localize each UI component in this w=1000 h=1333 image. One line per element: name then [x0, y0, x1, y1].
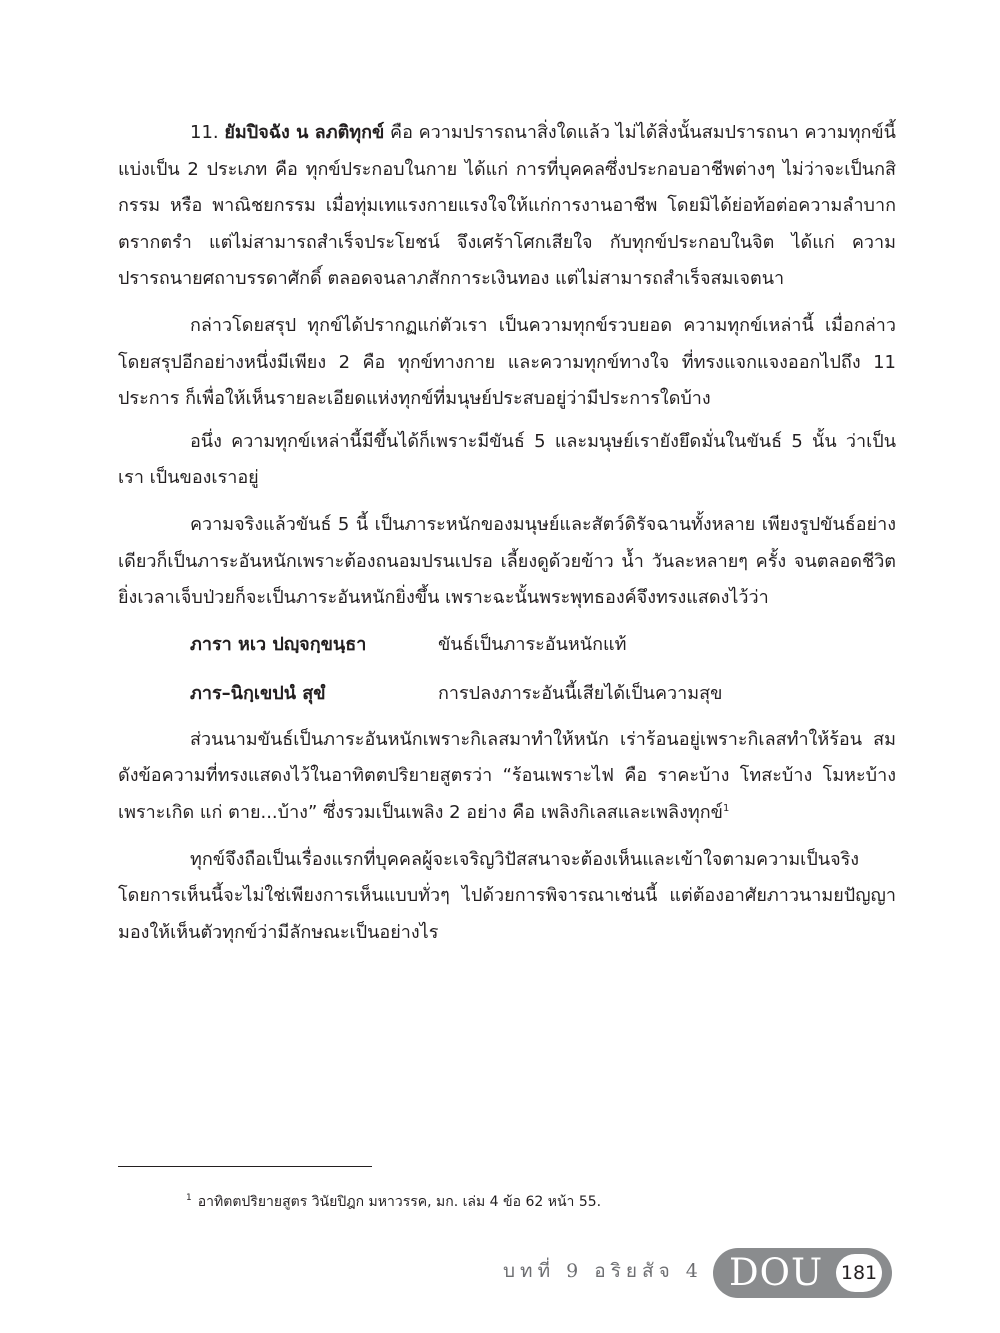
verse-pali: ภาร–นิกฺเขปนํ สุขํ: [190, 682, 326, 704]
footnote-reference[interactable]: 1: [722, 802, 730, 814]
running-head-chapter: บทที่ 9 อริยสัจ 4: [503, 1260, 703, 1282]
paragraph-summary: กล่าวโดยสรุป ทุกข์ได้ปรากฏแก่ตัวเรา เป็นความทุกข์รวบยอด ความทุกข์เหล่านี้ เมื่อกล่าวโดยสรุปอีกอย่างหนึ่งมีเพียง 2 คือ ทุกข์ทางกาย และความทุกข์ทางใจ ที่ทรงแจกแจงออกไปถึง 11 ประการ ก็เพื่อให้เห็นรายละเอียดแห่งทุกข์ที่มนุษย์ประสบอยู่ว่ามีประการใดบ้าง: [118, 314, 896, 410]
item-number: 11.: [190, 122, 219, 143]
verse-line: [190, 627, 896, 663]
verse-pali: ภารา หเว ปญฺจกฺขนฺธา: [190, 633, 367, 655]
paragraph-vipassana: ทุกข์จึงถือเป็นเรื่องแรกที่บุคคลผู้จะเจริญวิปัสสนาจะต้องเห็นและเข้าใจตามความเป็นจริง โดยการเห็นนี้จะไม่ใช่เพียงการเห็นแบบทั่วๆ ไปด้วยการพิจารณาเช่นนี้ แต่ต้องอาศัยภาวนามยปัญญามองให้เห็นตัวทุกข์ว่ามีลักษณะเป็นอย่างไร: [118, 848, 896, 943]
paragraph-text: ส่วนนามขันธ์เป็นภาระอันหนักเพราะกิเลสมาทำให้หนัก เร่าร้อนอยู่เพราะกิเลสทำให้ร้อน สมดังข้อความที่ทรงแสดงไว้ในอาทิตตปริยายสูตรว่า “ร้อนเพราะไฟ คือ ราคะบ้าง โทสะบ้าง โมหะบ้าง เพราะเกิด แก่ ตาย...บ้าง” ซึ่งรวมเป็นเพลิง 2 อย่าง คือ เพลิงกิเลสและเพลิงทุกข์: [118, 728, 896, 823]
dou-logo: DOU: [729, 1251, 824, 1294]
page-badge: [713, 1248, 892, 1298]
footnote-text: อาทิตตปริยายสูตร วินัยปิฎก มหาวรรค, มก. เล่ม 4 ข้อ 62 หน้า 55.: [197, 1194, 602, 1210]
paragraph-khandha-5: อนึ่ง ความทุกข์เหล่านี้มีขึ้นได้ก็เพราะมีขันธ์ 5 และมนุษย์เรายังยึดมั่นในขันธ์ 5 นั้น ว่าเป็นเรา เป็นของเราอยู่: [118, 430, 896, 489]
pali-term: ยัมปิจฉัง น ลภติทุกข์: [224, 122, 385, 143]
main-content: [118, 115, 896, 951]
footnote: [186, 1192, 601, 1212]
verse-translation: การปลงภาระอันนี้เสียได้เป็นความสุข: [438, 682, 723, 704]
paragraph-burden: ความจริงแล้วขันธ์ 5 นี้ เป็นภาระหนักของมนุษย์และสัตว์ดิรัจฉานทั้งหลาย เพียงรูปขันธ์อย่างเดียวก็เป็นภาระอันหนักเพราะต้องถนอมปรนเปรอ เลี้ยงดูด้วยข้าว น้ำ วันละหลายๆ ครั้ง จนตลอดชีวิต ยิ่งเวลาเจ็บป่วยก็จะเป็นภาระอันหนักยิ่งขึ้น เพราะฉะนั้นพระพุทธองค์จึงทรงแสดงไว้ว่า: [118, 513, 896, 609]
paragraph-nama-khandha: [118, 722, 896, 832]
verse-line: [190, 676, 896, 712]
verse-translation: ขันธ์เป็นภาระอันหนักแท้: [438, 633, 627, 655]
footnote-divider: [118, 1166, 372, 1167]
footnote-marker: 1: [186, 1193, 192, 1204]
paragraph-text: คือ ความปรารถนาสิ่งใดแล้ว ไม่ได้สิ่งนั้นสมปรารถนา ความทุกข์นี้แบ่งเป็น 2 ประเภท คือ ทุกข์ประกอบในกาย ได้แก่ การที่บุคคลซึ่งประกอบอาชีพต่างๆ ไม่ว่าจะเป็นกสิกรรม หรือ พาณิชยกรรม เมื่อทุ่มเทแรงกายแรงใจให้แก่การงานอาชีพ โดยมิได้ย่อท้อต่อความลำบากตรากตรำ แต่ไม่สามารถสำเร็จประโยชน์ จึงเศร้าโศกเสียใจ กับทุกข์ประกอบในจิต ได้แก่ ความปรารถนายศถาบรรดาศักดิ์ ตลอดจนลาภสักการะเงินทอง แต่ไม่สามารถสำเร็จสมเจตนา: [118, 122, 896, 290]
paragraph-11-yampiccham: [118, 115, 896, 298]
page-number: 181: [836, 1254, 882, 1292]
